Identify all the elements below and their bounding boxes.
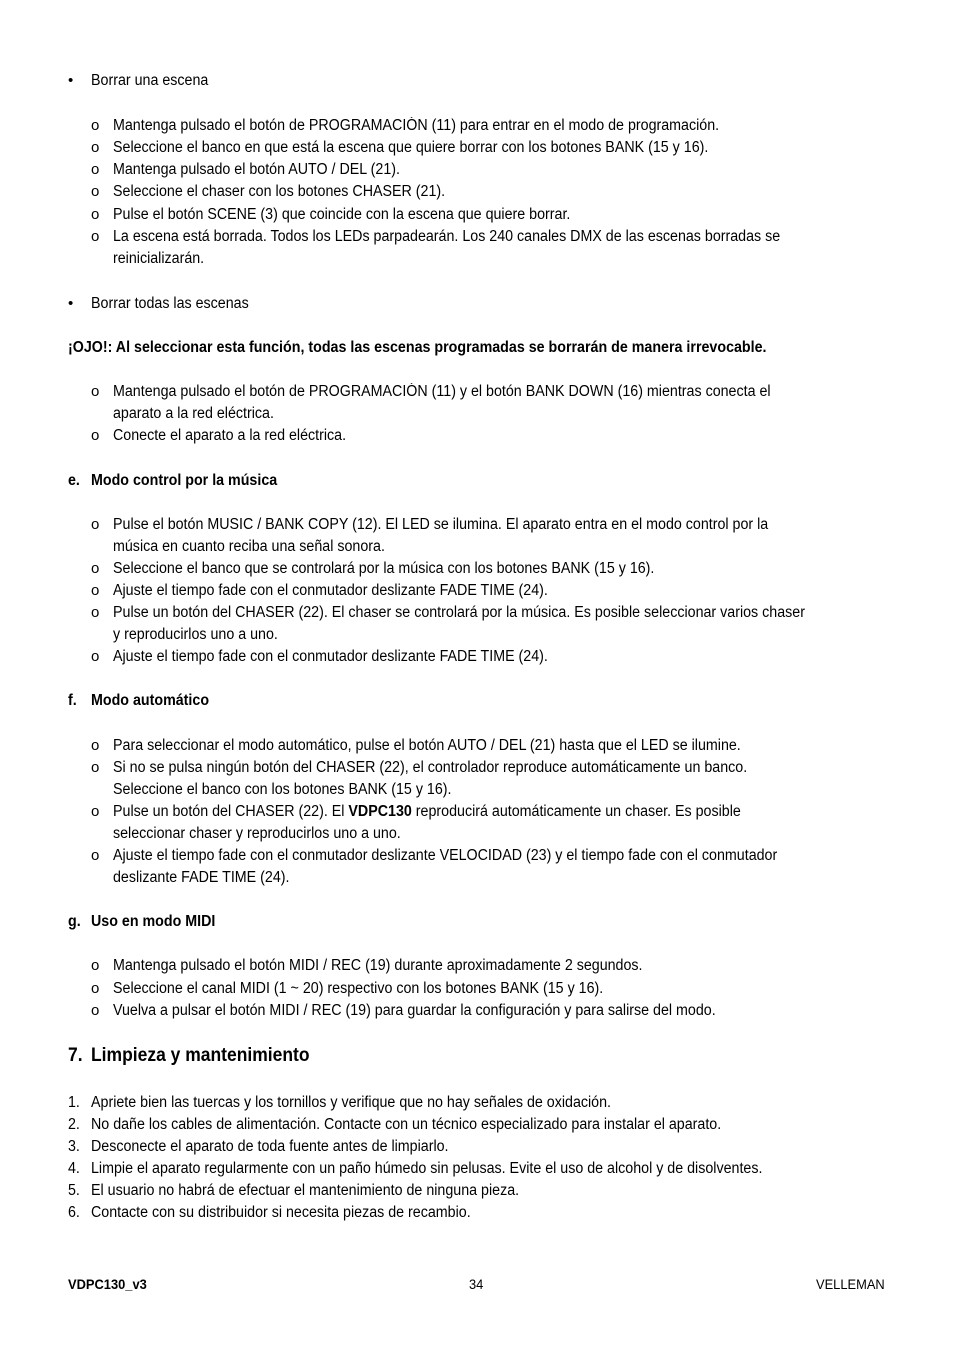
section-g-title: Uso en modo MIDI — [91, 913, 216, 930]
sub-bullet-icon: o — [91, 980, 100, 997]
section-f-step — [113, 801, 741, 823]
section-e-step: Pulse el botón MUSIC / BANK COPY (12). El LED se ilumina. El aparato entra en el modo control por la — [113, 516, 769, 533]
sub-bullet-icon: o — [91, 737, 100, 754]
sub-bullet-icon: o — [91, 560, 100, 577]
sub-bullet-icon: o — [91, 183, 100, 200]
product-name: VDPC130 — [348, 803, 412, 820]
list-item-number: 4. — [68, 1160, 80, 1177]
section-g-step: Mantenga pulsado el botón MIDI / REC (19) durante aproximadamente 2 segundos. — [113, 957, 643, 974]
delete-all-step: Mantenga pulsado el botón de PROGRAMACIÓN (11) y el botón BANK DOWN (16) mientras conecta el — [113, 383, 771, 400]
section-f-label: f. — [68, 692, 77, 709]
delete-all-step-cont: aparato a la red eléctrica. — [113, 405, 274, 422]
section-g-step: Seleccione el canal MIDI (1 ~ 20) respectivo con los botones BANK (15 y 16). — [113, 980, 604, 997]
list-item-number: 3. — [68, 1138, 80, 1155]
sub-bullet-icon: o — [91, 1002, 100, 1019]
list-item: No dañe los cables de alimentación. Contacte con un técnico especializado para instalar el aparato. — [91, 1116, 722, 1133]
sub-bullet-icon: o — [91, 516, 100, 533]
footer-doc-id: VDPC130_v3 — [68, 1276, 147, 1292]
list-item-number: 5. — [68, 1182, 80, 1199]
section-f-step-cont: deslizante FADE TIME (24). — [113, 869, 290, 886]
sub-bullet-icon: o — [91, 383, 100, 400]
list-item: El usuario no habrá de efectuar el mantenimiento de ninguna pieza. — [91, 1182, 520, 1199]
delete-scene-step-cont: reinicializarán. — [113, 250, 205, 267]
warning-note: ¡OJO!: Al seleccionar esta función, todas las escenas programadas se borrarán de manera irrevocable. — [68, 339, 767, 356]
delete-scene-title: Borrar una escena — [91, 72, 209, 89]
delete-scene-step: Pulse el botón SCENE (3) que coincide con la escena que quiere borrar. — [113, 206, 571, 223]
sub-bullet-icon: o — [91, 427, 100, 444]
delete-all-title: Borrar todas las escenas — [91, 295, 249, 312]
list-item-number: 6. — [68, 1204, 80, 1221]
list-item: Apriete bien las tuercas y los tornillos y verifique que no hay señales de oxidación. — [91, 1094, 612, 1111]
section-7-number: 7. — [68, 1045, 83, 1066]
section-f-step: Si no se pulsa ningún botón del CHASER (22), el controlador reproduce automáticamente un banco. — [113, 759, 748, 776]
sub-bullet-icon: o — [91, 648, 100, 665]
section-e-step: Ajuste el tiempo fade con el conmutador deslizante FADE TIME (24). — [113, 582, 548, 599]
section-g-step: Vuelva a pulsar el botón MIDI / REC (19) para guardar la configuración y para salirse del modo. — [113, 1002, 716, 1019]
bullet-icon: • — [68, 72, 74, 89]
sub-bullet-icon: o — [91, 604, 100, 621]
list-item: Contacte con su distribuidor si necesita piezas de recambio. — [91, 1204, 471, 1221]
sub-bullet-icon: o — [91, 582, 100, 599]
delete-scene-step: Seleccione el banco en que está la escena que quiere borrar con los botones BANK (15 y 16). — [113, 139, 709, 156]
section-e-step-cont: música en cuanto reciba una señal sonora. — [113, 538, 385, 555]
sub-bullet-icon: o — [91, 206, 100, 223]
section-e-step-cont: y reproducirlos uno a uno. — [113, 626, 278, 643]
section-7-title: Limpieza y mantenimiento — [91, 1045, 310, 1066]
list-item-number: 2. — [68, 1116, 80, 1133]
sub-bullet-icon: o — [91, 803, 100, 820]
sub-bullet-icon: o — [91, 139, 100, 156]
section-e-step: Ajuste el tiempo fade con el conmutador deslizante FADE TIME (24). — [113, 648, 548, 665]
delete-scene-step: La escena está borrada. Todos los LEDs parpadearán. Los 240 canales DMX de las escenas borradas se — [113, 228, 781, 245]
sub-bullet-icon: o — [91, 759, 100, 776]
list-item-number: 1. — [68, 1094, 80, 1111]
section-f-step-cont: Seleccione el banco con los botones BANK (15 y 16). — [113, 781, 452, 798]
delete-scene-step: Seleccione el chaser con los botones CHASER (21). — [113, 183, 446, 200]
list-item: Desconecte el aparato de toda fuente antes de limpiarlo. — [91, 1138, 449, 1155]
section-f-step-cont: seleccionar chaser y reproducirlos uno a uno. — [113, 825, 401, 842]
footer-brand: VELLEMAN — [816, 1276, 885, 1292]
section-e-label: e. — [68, 472, 80, 489]
sub-bullet-icon: o — [91, 117, 100, 134]
sub-bullet-icon: o — [91, 228, 100, 245]
delete-scene-step: Mantenga pulsado el botón AUTO / DEL (21). — [113, 161, 400, 178]
sub-bullet-icon: o — [91, 161, 100, 178]
delete-all-step: Conecte el aparato a la red eléctrica. — [113, 427, 347, 444]
section-e-step: Seleccione el banco que se controlará por la música con los botones BANK (15 y 16). — [113, 560, 655, 577]
section-e-title: Modo control por la música — [91, 472, 278, 489]
bullet-icon: • — [68, 295, 74, 312]
list-item: Limpie el aparato regularmente con un paño húmedo sin pelusas. Evite el uso de alcohol y de disolventes. — [91, 1160, 763, 1177]
section-f-step-part: Pulse un botón del CHASER (22). El — [113, 803, 349, 820]
delete-scene-step: Mantenga pulsado el botón de PROGRAMACIÓN (11) para entrar en el modo de programación. — [113, 117, 720, 134]
section-f-step: Para seleccionar el modo automático, pulse el botón AUTO / DEL (21) hasta que el LED se ilumine. — [113, 737, 741, 754]
section-f-step: Ajuste el tiempo fade con el conmutador deslizante VELOCIDAD (23) y el tiempo fade con el conmutador — [113, 847, 778, 864]
section-e-step: Pulse un botón del CHASER (22). El chaser se controlará por la música. Es posible seleccionar varios chaser — [113, 604, 805, 621]
section-f-title: Modo automático — [91, 692, 210, 709]
section-g-label: g. — [68, 913, 81, 930]
sub-bullet-icon: o — [91, 847, 100, 864]
sub-bullet-icon: o — [91, 957, 100, 974]
section-f-step-part: reproducirá automáticamente un chaser. Es posible — [411, 803, 741, 820]
footer-page-number: 34 — [469, 1276, 484, 1292]
